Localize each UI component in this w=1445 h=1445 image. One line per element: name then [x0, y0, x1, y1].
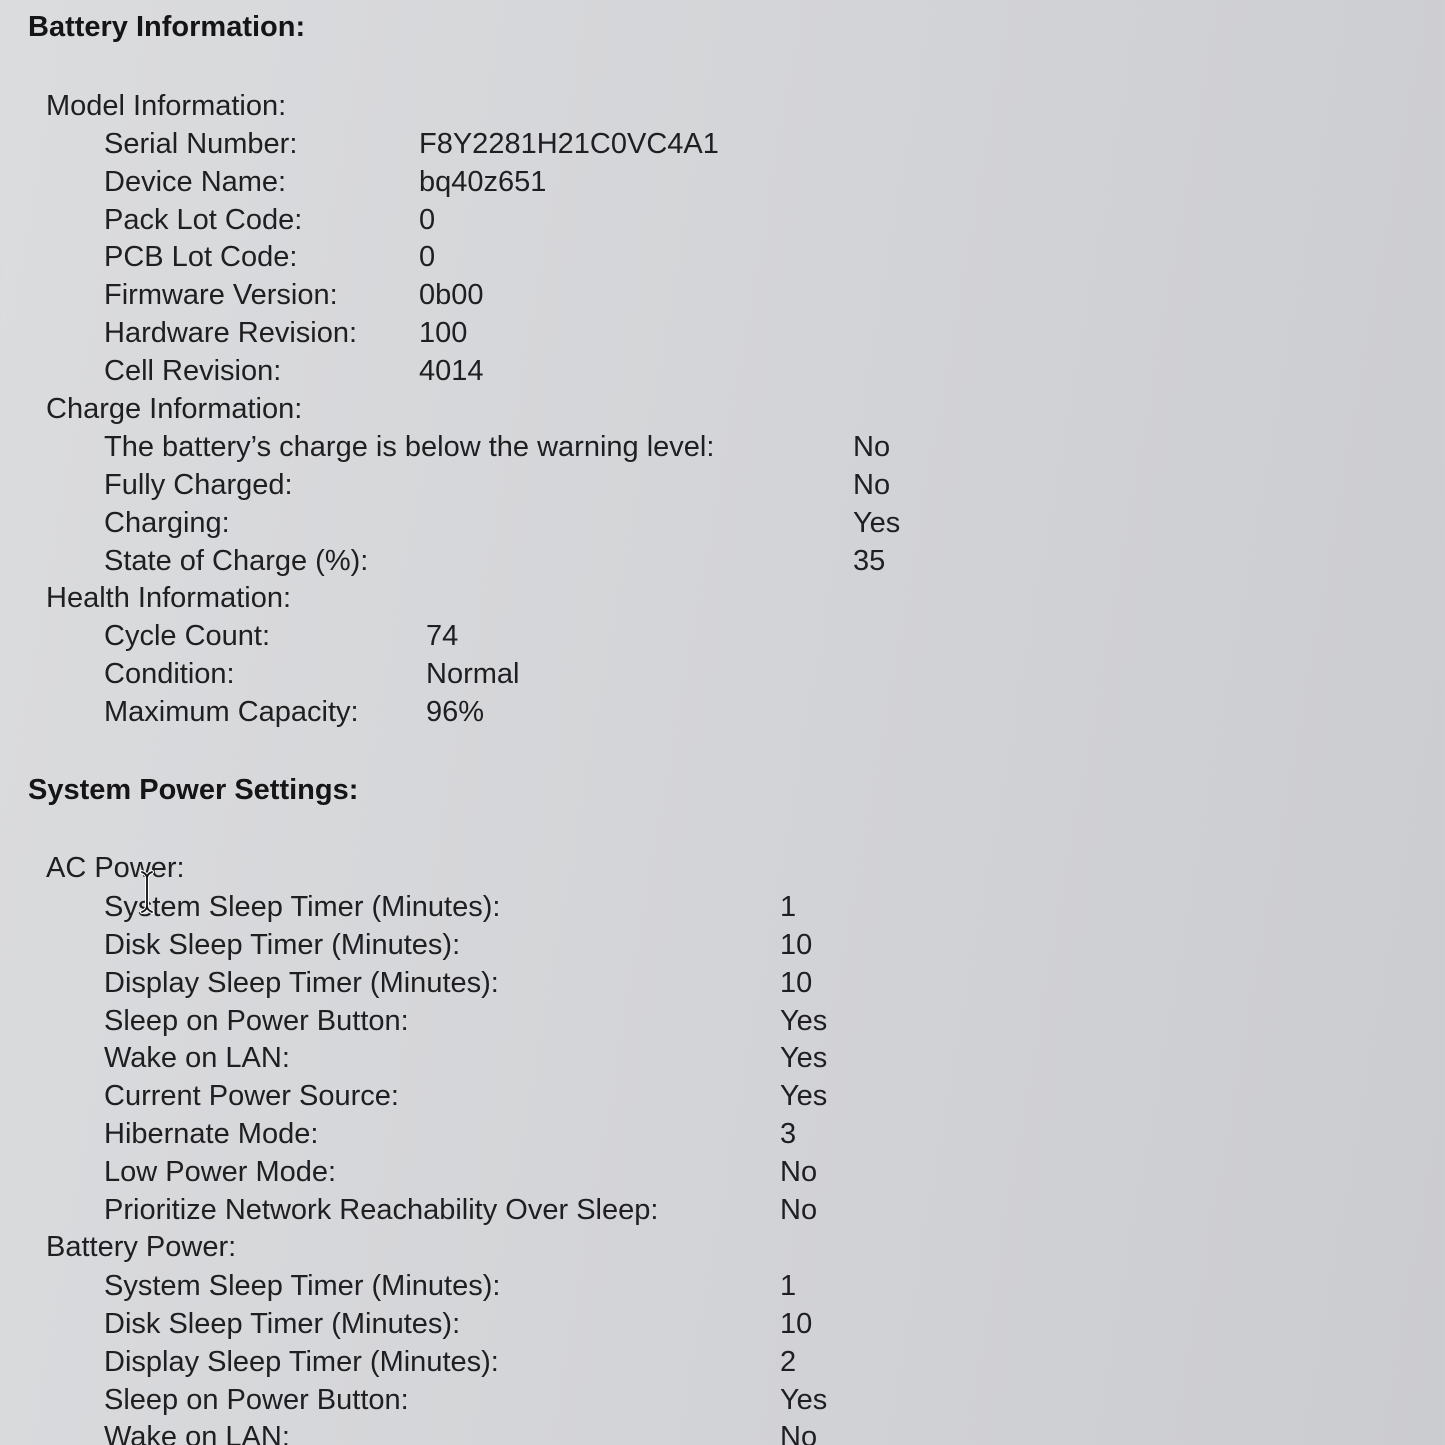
batt-system-sleep-label: System Sleep Timer (Minutes): [104, 1270, 501, 1302]
maximum-capacity-value: 96% [426, 696, 485, 728]
state-of-charge-value: 35 [853, 545, 886, 577]
serial-number-value: F8Y2281H21C0VC4A1 [419, 128, 719, 160]
ac-current-power-source-value: Yes [780, 1080, 828, 1112]
batt-display-sleep-value: 2 [780, 1346, 797, 1378]
batt-display-sleep-label: Display Sleep Timer (Minutes): [104, 1346, 499, 1378]
pack-lot-code-value: 0 [419, 204, 436, 236]
charging-value: Yes [853, 507, 901, 539]
charge-warning-label: The battery’s charge is below the warning level: [104, 431, 715, 463]
ac-network-reachability-value: No [780, 1194, 818, 1226]
ac-low-power-mode-label: Low Power Mode: [104, 1156, 337, 1188]
batt-sleep-power-button-value: Yes [780, 1384, 828, 1416]
maximum-capacity-label: Maximum Capacity: [104, 696, 359, 728]
pcb-lot-code-label: PCB Lot Code: [104, 241, 298, 273]
device-name-label: Device Name: [104, 166, 287, 198]
ac-disk-sleep-label: Disk Sleep Timer (Minutes): [104, 929, 461, 961]
ac-sleep-power-button-value: Yes [780, 1005, 828, 1037]
batt-sleep-power-button-label: Sleep on Power Button: [104, 1384, 409, 1416]
ac-display-sleep-label: Display Sleep Timer (Minutes): [104, 967, 499, 999]
ac-display-sleep-value: 10 [780, 967, 813, 999]
ac-network-reachability-label: Prioritize Network Reachability Over Sleep: [104, 1194, 659, 1226]
cell-revision-value: 4014 [419, 355, 484, 387]
ac-hibernate-mode-label: Hibernate Mode: [104, 1118, 319, 1150]
batt-wake-on-lan-value: No [780, 1421, 818, 1445]
fully-charged-label: Fully Charged: [104, 469, 293, 501]
hardware-revision-value: 100 [419, 317, 468, 349]
health-information-heading: Health Information: [46, 582, 292, 614]
device-name-value: bq40z651 [419, 166, 547, 198]
charge-information-heading: Charge Information: [46, 393, 303, 425]
pcb-lot-code-value: 0 [419, 241, 436, 273]
system-power-settings-heading: System Power Settings: [28, 774, 359, 806]
firmware-version-value: 0b00 [419, 279, 484, 311]
ac-system-sleep-label: System Sleep Timer (Minutes): [104, 891, 501, 923]
batt-system-sleep-value: 1 [780, 1270, 797, 1302]
hardware-revision-label: Hardware Revision: [104, 317, 358, 349]
cycle-count-label: Cycle Count: [104, 620, 271, 652]
ac-current-power-source-label: Current Power Source: [104, 1080, 399, 1112]
charge-warning-value: No [853, 431, 891, 463]
cycle-count-value: 74 [426, 620, 459, 652]
ac-power-heading: AC Power: [46, 852, 185, 884]
pack-lot-code-label: Pack Lot Code: [104, 204, 303, 236]
ac-disk-sleep-value: 10 [780, 929, 813, 961]
batt-disk-sleep-value: 10 [780, 1308, 813, 1340]
battery-power-heading: Battery Power: [46, 1231, 237, 1263]
ac-wake-on-lan-value: Yes [780, 1042, 828, 1074]
ac-sleep-power-button-label: Sleep on Power Button: [104, 1005, 409, 1037]
batt-wake-on-lan-label: Wake on LAN: [104, 1421, 290, 1445]
cell-revision-label: Cell Revision: [104, 355, 282, 387]
ac-low-power-mode-value: No [780, 1156, 818, 1188]
ac-wake-on-lan-label: Wake on LAN: [104, 1042, 290, 1074]
ac-hibernate-mode-value: 3 [780, 1118, 797, 1150]
state-of-charge-label: State of Charge (%): [104, 545, 369, 577]
batt-disk-sleep-label: Disk Sleep Timer (Minutes): [104, 1308, 461, 1340]
condition-value: Normal [426, 658, 520, 690]
charging-label: Charging: [104, 507, 230, 539]
fully-charged-value: No [853, 469, 891, 501]
firmware-version-label: Firmware Version: [104, 279, 338, 311]
serial-number-label: Serial Number: [104, 128, 298, 160]
battery-information-heading: Battery Information: [28, 11, 306, 43]
condition-label: Condition: [104, 658, 235, 690]
model-information-heading: Model Information: [46, 90, 287, 122]
ac-system-sleep-value: 1 [780, 891, 797, 923]
i-beam-cursor-icon [140, 870, 154, 914]
